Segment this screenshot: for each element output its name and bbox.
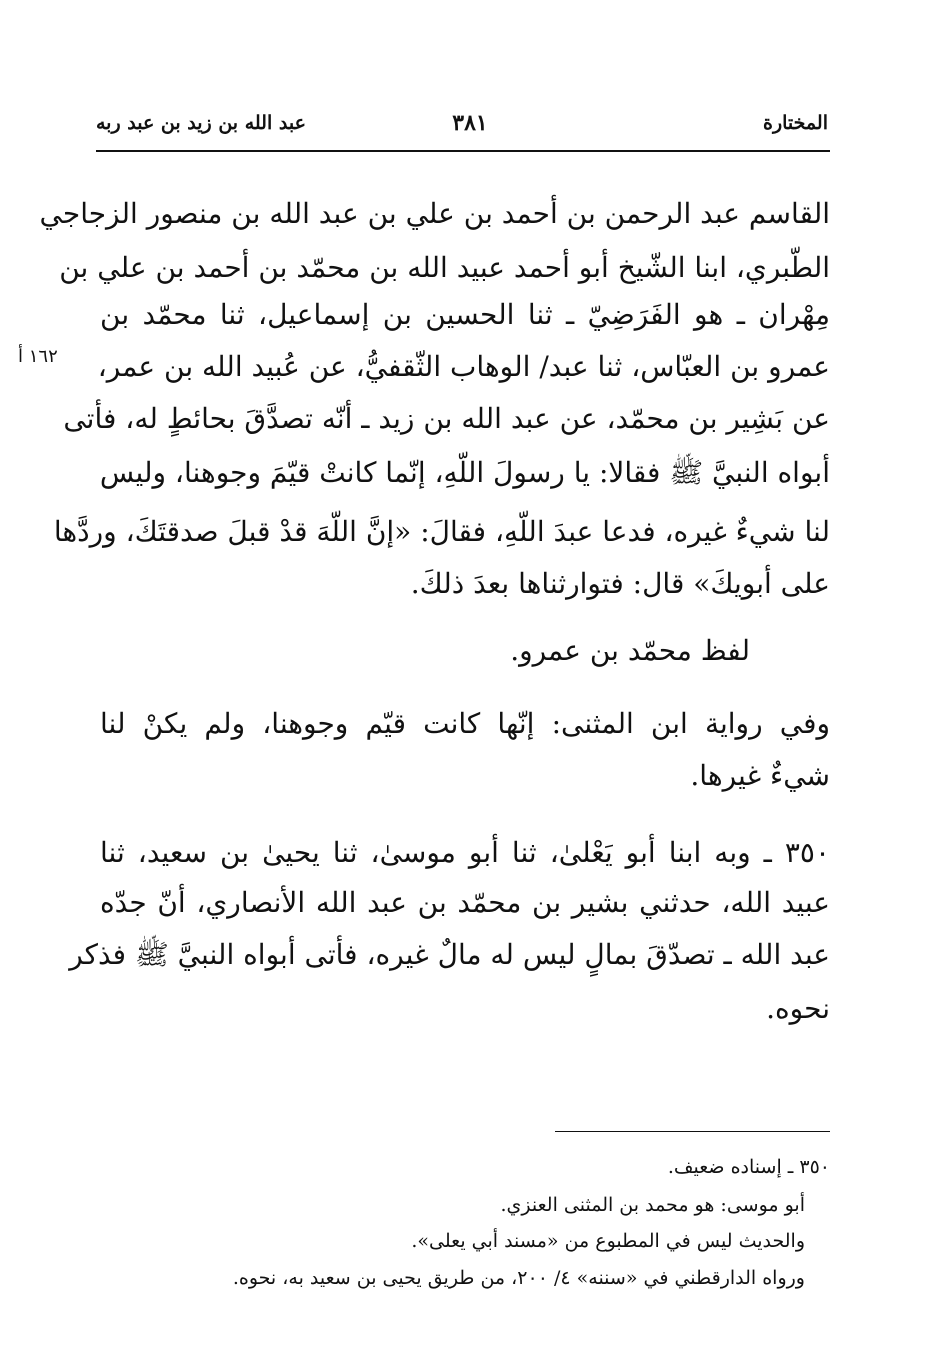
variant-line: وفي رواية ابن المثنى: إنّها كانت قيّم وجوهنا، ولم يكنْ لنا bbox=[100, 707, 830, 740]
footnote-rule bbox=[555, 1131, 830, 1132]
page-number: ٣٨١ bbox=[452, 110, 488, 136]
hadith-350-line: عبد الله ـ تصدّقَ بمالٍ ليس له مالٌ غيره، فأتى أبواه النبيَّ ﷺ فذكر bbox=[69, 938, 830, 971]
footnote-line: والحديث ليس في المطبوع من «مسند أبي يعلى». bbox=[411, 1230, 805, 1252]
footnote-line: ٣٥٠ ـ إسناده ضعيف. bbox=[667, 1156, 830, 1178]
text-line: أبواه النبيَّ ﷺ فقالا: يا رسولَ اللّهِ، إنّما كانتْ قيّمَ وجوهنا، وليس bbox=[99, 456, 830, 489]
hadith-350-line: ٣٥٠ ـ وبه ابنا أبو يَعْلىٰ، ثنا أبو موسىٰ، ثنا يحيىٰ بن سعيد، ثنا bbox=[100, 836, 830, 869]
footnote-line: ورواه الدارقطني في «سننه» ٤/ ٢٠٠، من طريق يحيى بن سعيد به، نحوه. bbox=[232, 1267, 805, 1289]
footnote-line: أبو موسى: هو محمد بن المثنى العنزي. bbox=[500, 1194, 805, 1216]
variant-line: شيءٌ غيرها. bbox=[690, 759, 830, 792]
text-line: لنا شيءٌ غيره، فدعا عبدَ اللّهِ، فقالَ: «إنَّ اللّهَ قدْ قبلَ صدقتَكَ، وردَّها bbox=[53, 515, 830, 548]
header-chapter-title: عبد الله بن زيد بن عبد ربه bbox=[96, 112, 306, 134]
header-book-title: المختارة bbox=[763, 112, 828, 134]
text-line: عمرو بن العبّاس، ثنا عبد/ الوهاب الثّقفيُّ، عن عُبيد الله بن عمر، bbox=[97, 350, 830, 383]
text-line: عن بَشِير بن محمّد، عن عبد الله بن زيد ـ أنّه تصدَّقَ بحائطٍ له، فأتى bbox=[63, 402, 830, 435]
header-rule bbox=[96, 150, 830, 152]
hadith-350-line: عبيد الله، حدثني بشير بن محمّد بن عبد الله الأنصاري، أنّ جدّه bbox=[100, 886, 830, 919]
text-line: على أبويكَ» قال: فتوارثناها بعدَ ذلكَ. bbox=[410, 567, 830, 600]
text-line: مِهْران ـ هو الفَرَضِيّ ـ ثنا الحسين بن إسماعيل، ثنا محمّد بن bbox=[100, 298, 830, 331]
margin-folio-note: ١٦٢ أ bbox=[18, 346, 58, 367]
text-line: القاسم عبد الرحمن بن أحمد بن علي بن عبد الله بن منصور الزجاجي bbox=[39, 197, 830, 230]
attribution-line: لفظ محمّد بن عمرو. bbox=[510, 634, 750, 667]
text-line: الطّبري، ابنا الشّيخ أبو أحمد عبيد الله بن محمّد بن أحمد بن علي بن bbox=[59, 251, 830, 284]
hadith-350-line: نحوه. bbox=[766, 992, 830, 1025]
